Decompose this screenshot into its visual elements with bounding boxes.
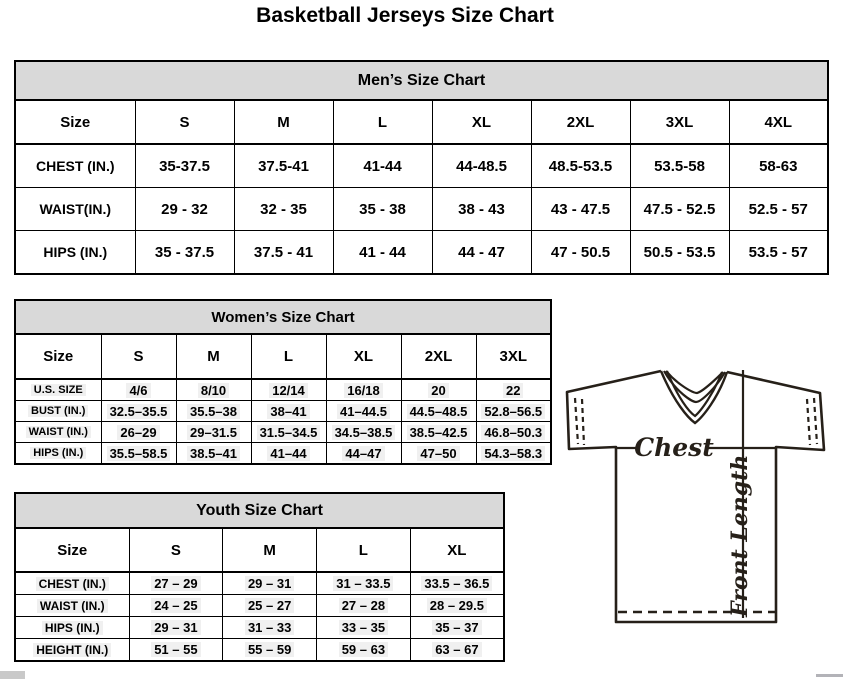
column-header: XL	[432, 100, 531, 144]
cell-value-text: 58-63	[759, 157, 798, 175]
cell-value-text: 43 - 47.5	[550, 200, 611, 218]
cell-value-text: 4/6	[126, 383, 150, 398]
table-row	[15, 443, 551, 465]
cell-value-text: 28 – 29.5	[427, 598, 487, 613]
column-header: 2XL	[401, 334, 476, 379]
cell-value-text: 35 - 37.5	[154, 243, 215, 261]
column-header: 4XL	[729, 100, 828, 144]
value-cell	[223, 617, 317, 639]
value-cell	[476, 422, 551, 443]
column-header: M	[234, 100, 333, 144]
row-label	[15, 443, 101, 465]
column-header: S	[135, 100, 234, 144]
value-cell	[251, 379, 326, 401]
value-cell	[234, 231, 333, 275]
row-label-text: WAIST (IN.)	[37, 599, 108, 613]
column-header: 3XL	[476, 334, 551, 379]
cell-value-text: 33 – 35	[339, 620, 388, 635]
cell-value-text: 59 – 63	[339, 642, 388, 657]
womens-chart-title: Women’s Size Chart	[15, 300, 551, 334]
row-label	[15, 639, 129, 662]
row-label	[15, 231, 135, 275]
table-row	[15, 144, 828, 188]
cell-value-text: 37.5-41	[258, 157, 309, 175]
cell-value-text: 27 – 29	[151, 576, 200, 591]
cell-value-text: 54.3–58.3	[481, 446, 545, 461]
cell-value-text: 29–31.5	[187, 425, 240, 440]
value-cell	[630, 144, 729, 188]
cell-value-text: 32 - 35	[260, 200, 307, 218]
cell-value-text: 37.5 - 41	[253, 243, 314, 261]
row-label	[15, 401, 101, 422]
cell-value-text: 41–44.5	[337, 404, 390, 419]
cell-value-text: 47 - 50.5	[550, 243, 611, 261]
value-cell	[223, 639, 317, 662]
value-cell	[251, 443, 326, 465]
cell-value-text: 38 - 43	[458, 200, 505, 218]
cell-value-text: 55 – 59	[245, 642, 294, 657]
vneck-collar-shape	[661, 371, 727, 423]
value-cell	[326, 443, 401, 465]
row-label	[15, 422, 101, 443]
cell-value-text: 35 - 38	[359, 200, 406, 218]
row-label-text: BUST (IN.)	[28, 405, 88, 417]
value-cell	[223, 595, 317, 617]
cell-value-text: 46.8–50.3	[481, 425, 545, 440]
cell-value-text: 52.5 - 57	[748, 200, 808, 218]
column-header: M	[223, 528, 317, 572]
table-row	[15, 572, 504, 595]
table-row	[15, 595, 504, 617]
value-cell	[401, 443, 476, 465]
mens-chart-title: Men’s Size Chart	[15, 61, 828, 100]
row-label	[15, 595, 129, 617]
row-label-text: HEIGHT (IN.)	[33, 643, 111, 657]
table-title-row	[15, 493, 504, 528]
cell-value-text: 38–41	[267, 404, 309, 419]
cell-value-text: 52.8–56.5	[481, 404, 545, 419]
value-cell	[101, 379, 176, 401]
value-cell	[234, 144, 333, 188]
cell-value-text: 22	[503, 383, 523, 398]
value-cell	[432, 188, 531, 231]
cell-value-text: 27 – 28	[339, 598, 388, 613]
value-cell	[176, 443, 251, 465]
value-cell	[410, 639, 504, 662]
cell-value-text: 31.5–34.5	[257, 425, 321, 440]
jersey-outline-shape	[567, 371, 824, 622]
value-cell	[135, 144, 234, 188]
value-cell	[129, 617, 223, 639]
column-header: Size	[15, 100, 135, 144]
value-cell	[317, 572, 411, 595]
table-row	[15, 401, 551, 422]
column-header: 2XL	[531, 100, 630, 144]
cell-value-text: 8/10	[198, 383, 229, 398]
value-cell	[476, 443, 551, 465]
cell-value-text: 34.5–38.5	[332, 425, 396, 440]
value-cell	[401, 401, 476, 422]
value-cell	[432, 231, 531, 275]
column-header: M	[176, 334, 251, 379]
row-label-text: HIPS (IN.)	[42, 621, 103, 635]
column-header-row	[15, 528, 504, 572]
value-cell	[630, 231, 729, 275]
table-row	[15, 639, 504, 662]
cell-value-text: 29 – 31	[151, 620, 200, 635]
row-label-text: CHEST (IN.)	[35, 158, 115, 174]
table-row	[15, 379, 551, 401]
cell-value-text: 41-44	[363, 157, 402, 175]
value-cell	[176, 401, 251, 422]
row-label-text: HIPS (IN.)	[30, 447, 86, 459]
value-cell	[531, 231, 630, 275]
cell-value-text: 63 – 67	[432, 642, 481, 657]
value-cell	[326, 422, 401, 443]
value-cell	[531, 144, 630, 188]
cell-value-text: 31 – 33.5	[333, 576, 393, 591]
column-header: L	[251, 334, 326, 379]
value-cell	[317, 639, 411, 662]
value-cell	[410, 595, 504, 617]
column-header: 3XL	[630, 100, 729, 144]
table-title-row	[15, 61, 828, 100]
value-cell	[476, 401, 551, 422]
value-cell	[135, 231, 234, 275]
value-cell	[401, 379, 476, 401]
cell-value-text: 41–44	[267, 446, 309, 461]
row-label	[15, 617, 129, 639]
row-label	[15, 144, 135, 188]
page-title: Basketball Jerseys Size Chart	[256, 4, 554, 27]
column-header: S	[101, 334, 176, 379]
youth-chart-title: Youth Size Chart	[15, 493, 504, 528]
table-row	[15, 422, 551, 443]
cell-value-text: 53.5-58	[654, 157, 705, 175]
value-cell	[317, 595, 411, 617]
column-header: Size	[15, 528, 129, 572]
cell-value-text: 53.5 - 57	[748, 243, 808, 261]
column-header: S	[129, 528, 223, 572]
cell-value-text: 44.5–48.5	[407, 404, 471, 419]
row-label	[15, 572, 129, 595]
cell-value-text: 50.5 - 53.5	[643, 243, 716, 261]
value-cell	[234, 188, 333, 231]
cell-value-text: 20	[428, 383, 448, 398]
value-cell	[531, 188, 630, 231]
column-header: L	[317, 528, 411, 572]
cell-value-text: 35.5–38	[187, 404, 240, 419]
value-cell	[129, 639, 223, 662]
row-label-text: WAIST (IN.)	[26, 426, 91, 438]
row-label-text: WAIST(IN.)	[39, 201, 112, 217]
table-title-row	[15, 300, 551, 334]
value-cell	[135, 188, 234, 231]
row-label-text: CHEST (IN.)	[36, 577, 109, 591]
value-cell	[333, 231, 432, 275]
cell-value-text: 41 - 44	[359, 243, 406, 261]
cell-value-text: 12/14	[269, 383, 308, 398]
value-cell	[326, 401, 401, 422]
value-cell	[729, 188, 828, 231]
scrollbar-fragment-right	[816, 674, 843, 677]
table-row	[15, 231, 828, 275]
value-cell	[729, 144, 828, 188]
value-cell	[410, 572, 504, 595]
cell-value-text: 31 – 33	[245, 620, 294, 635]
value-cell	[317, 617, 411, 639]
value-cell	[176, 379, 251, 401]
value-cell	[101, 422, 176, 443]
cell-value-text: 38.5–42.5	[407, 425, 471, 440]
column-header: XL	[410, 528, 504, 572]
mens-size-table	[14, 60, 829, 275]
cell-value-text: 47.5 - 52.5	[643, 200, 716, 218]
cell-value-text: 29 – 31	[245, 576, 294, 591]
cell-value-text: 51 – 55	[151, 642, 200, 657]
value-cell	[476, 379, 551, 401]
value-cell	[223, 572, 317, 595]
row-label	[15, 188, 135, 231]
cell-value-text: 26–29	[117, 425, 159, 440]
scrollbar-fragment-left	[0, 671, 25, 679]
value-cell	[333, 144, 432, 188]
cell-value-text: 32.5–35.5	[107, 404, 171, 419]
cell-value-text: 44-48.5	[456, 157, 507, 175]
value-cell	[432, 144, 531, 188]
value-cell	[251, 422, 326, 443]
value-cell	[729, 231, 828, 275]
value-cell	[129, 595, 223, 617]
value-cell	[101, 443, 176, 465]
row-label-text: HIPS (IN.)	[43, 244, 108, 260]
cell-value-text: 48.5-53.5	[548, 157, 613, 175]
value-cell	[401, 422, 476, 443]
value-cell	[129, 572, 223, 595]
value-cell	[326, 379, 401, 401]
cell-value-text: 29 - 32	[161, 200, 208, 218]
row-label	[15, 379, 101, 401]
chest-measure-label: Chest	[634, 433, 714, 462]
cell-value-text: 35.5–58.5	[107, 446, 171, 461]
cell-value-text: 44 - 47	[458, 243, 505, 261]
column-header-row	[15, 334, 551, 379]
value-cell	[410, 617, 504, 639]
column-header: L	[333, 100, 432, 144]
value-cell	[176, 422, 251, 443]
value-cell	[101, 401, 176, 422]
front-length-measure-label: Front Length	[727, 454, 753, 617]
cell-value-text: 24 – 25	[151, 598, 200, 613]
cell-value-text: 35-37.5	[159, 157, 210, 175]
cell-value-text: 16/18	[344, 383, 383, 398]
cell-value-text: 35 – 37	[432, 620, 481, 635]
cell-value-text: 44–47	[342, 446, 384, 461]
table-row	[15, 617, 504, 639]
cell-value-text: 38.5–41	[187, 446, 240, 461]
youth-size-table	[14, 492, 505, 662]
value-cell	[333, 188, 432, 231]
jersey-measurement-diagram	[556, 360, 836, 655]
cell-value-text: 33.5 – 36.5	[421, 576, 492, 591]
table-row	[15, 188, 828, 231]
column-header-row	[15, 100, 828, 144]
row-label-text: U.S. SIZE	[31, 384, 86, 396]
womens-size-table	[14, 299, 552, 465]
column-header: Size	[15, 334, 101, 379]
cell-value-text: 47–50	[417, 446, 459, 461]
column-header: XL	[326, 334, 401, 379]
value-cell	[630, 188, 729, 231]
value-cell	[251, 401, 326, 422]
cell-value-text: 25 – 27	[245, 598, 294, 613]
